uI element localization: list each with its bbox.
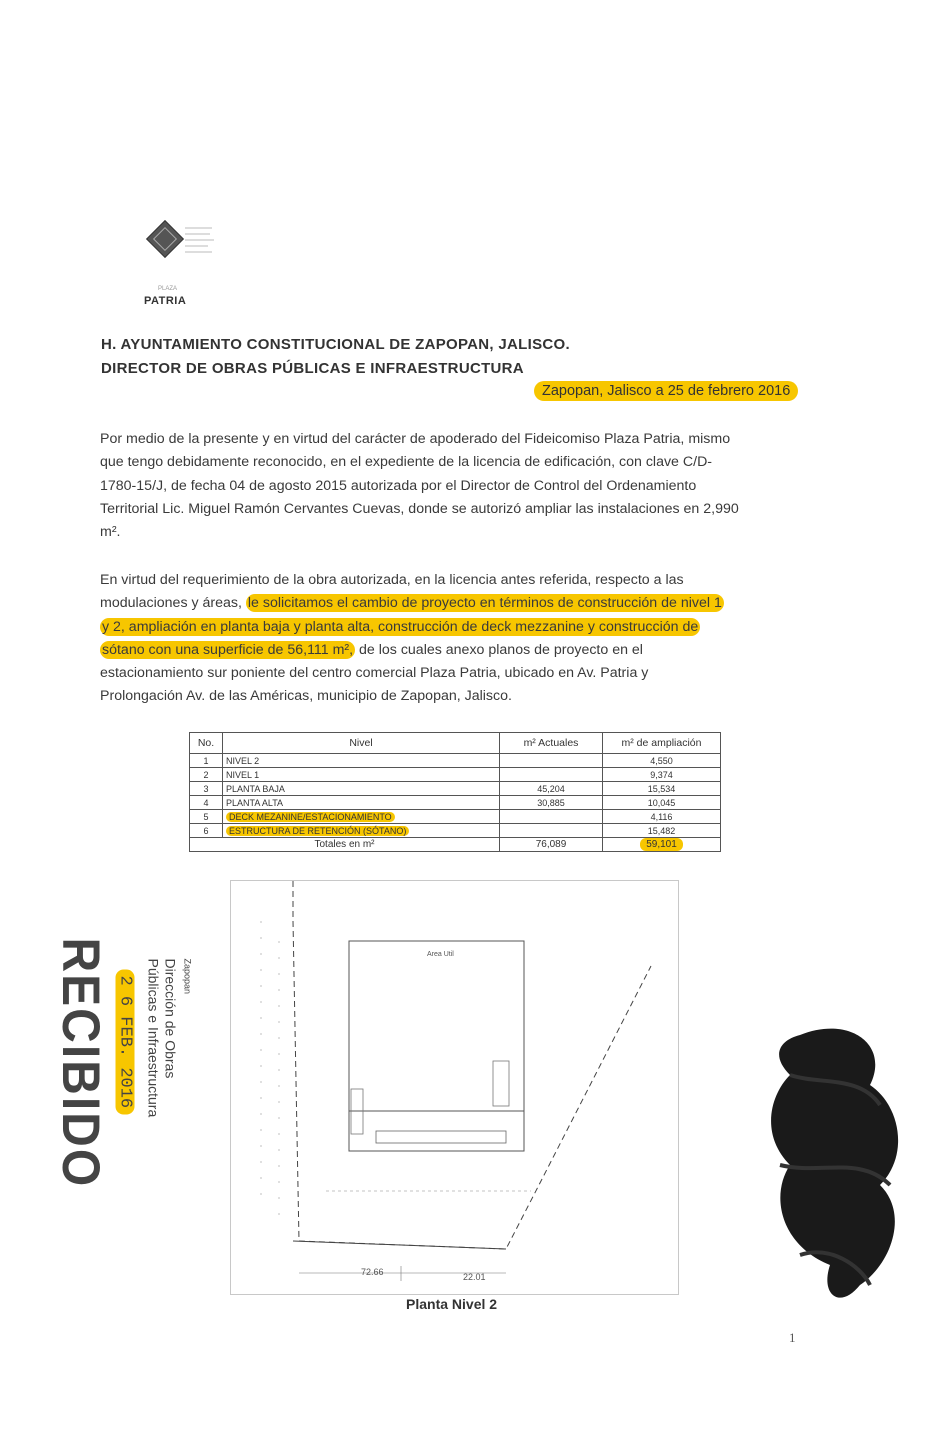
table-row: [190, 754, 721, 768]
row-nivel: NIVEL 2: [223, 754, 500, 768]
totals-row: [190, 838, 721, 852]
table-row: [190, 768, 721, 782]
row-actuales: [500, 768, 603, 782]
p2-line: [100, 616, 806, 639]
paragraph-1: [100, 428, 806, 544]
letter-date: Zapopan, Jalisco a 25 de febrero 2016: [534, 381, 798, 401]
p2-line: En virtud del requerimiento de la obra autorizada, en la licencia antes referida, respecto a las: [100, 572, 684, 588]
table-row: [190, 796, 721, 810]
highlighted-text: 59,101: [640, 838, 683, 851]
levels-table: [189, 732, 721, 852]
p2-text: de los cuales anexo planos de proyecto en el: [355, 641, 643, 658]
stamp-date: 2 6 FEB. 2016: [116, 970, 135, 1115]
row-actuales: 45,204: [500, 782, 603, 796]
row-ampliacion: 15,534: [603, 782, 721, 796]
plan-dimension-right: 22.01: [463, 1272, 486, 1282]
p2-text: modulaciones y áreas,: [100, 595, 246, 612]
table-row: [190, 782, 721, 796]
p2-line: [100, 639, 806, 662]
p1-line: 1780-15/J, de fecha 04 de agosto 2015 autorizada por el Director de Control del Ordenamiento: [100, 477, 697, 494]
col-actuales: m² Actuales: [500, 733, 603, 754]
totals-actuales: 76,089: [500, 838, 603, 852]
highlighted-text: DECK MEZANINE/ESTACIONAMIENTO: [226, 812, 395, 822]
received-stamp: [40, 935, 220, 1205]
stamp-dept-line1: Dirección de Obras: [162, 958, 179, 1079]
row-ampliacion: 4,550: [603, 754, 721, 768]
stamp-rotated-group: [50, 937, 110, 1198]
row-nivel: PLANTA BAJA: [223, 782, 500, 796]
floor-plan-drawing: [230, 880, 679, 1295]
stamp-word: RECIBIDO: [50, 937, 110, 1189]
row-actuales: 30,885: [500, 796, 603, 810]
totals-ampliacion: [603, 838, 721, 852]
addressee-line-2: DIRECTOR DE OBRAS PÚBLICAS E INFRAESTRUCTURA: [101, 360, 524, 377]
highlighted-text: y 2, ampliación en planta baja y planta alta, construcción de deck mezzanine y construcción de: [102, 618, 699, 635]
row-no: 5: [190, 810, 223, 824]
col-no: No.: [190, 733, 223, 754]
plan-caption: Planta Nivel 2: [406, 1296, 498, 1312]
stamp-city: Zapopan: [182, 958, 193, 995]
p2-line: [100, 592, 806, 615]
stamp-date-group: [116, 970, 135, 1170]
row-no: 3: [190, 782, 223, 796]
p1-line: Por medio de la presente y en virtud del carácter de apoderado del Fideicomiso Plaza Patria, mismo: [100, 431, 731, 447]
page-number: 1: [789, 1330, 796, 1345]
plan-dimension-left: 72.66: [361, 1267, 384, 1277]
stamp-dept-group: [145, 959, 196, 1199]
row-nivel: [223, 824, 500, 838]
col-ampliacion: m² de ampliación: [603, 733, 721, 754]
table-row: [190, 824, 721, 838]
plaza-patria-logo: [140, 212, 225, 292]
highlighted-text: sótano con una superficie de 56,111 m²,: [102, 641, 354, 658]
row-actuales: [500, 810, 603, 824]
row-no: 1: [190, 754, 223, 768]
floor-plan-svg: [231, 881, 678, 1294]
row-actuales: [500, 824, 603, 838]
logo-small-text: PLAZA: [158, 286, 178, 292]
addressee-line-1: H. AYUNTAMIENTO CONSTITUCIONAL DE ZAPOPAN, JALISCO.: [101, 336, 570, 353]
col-nivel: Nivel: [223, 733, 500, 754]
p1-line: Territorial Lic. Miguel Ramón Cervantes Cuevas, donde se autorizó ampliar las instalaciones en 2,990: [100, 500, 739, 517]
stamp-dept-line2: Públicas e Infraestructura: [145, 958, 162, 1118]
highlighted-text: ESTRUCTURA DE RETENCIÓN (SÓTANO): [226, 826, 409, 836]
table-row: [190, 810, 721, 824]
row-no: 2: [190, 768, 223, 782]
p1-line: que tengo debidamente reconocido, en el expediente de la licencia de edificación, con clave C/D-: [100, 454, 713, 471]
row-no: 6: [190, 824, 223, 838]
row-nivel: [223, 810, 500, 824]
p2-line: Prolongación Av. de las Américas, municipio de Zapopan, Jalisco.: [100, 688, 512, 705]
row-nivel: NIVEL 1: [223, 768, 500, 782]
row-nivel: PLANTA ALTA: [223, 796, 500, 810]
row-ampliacion: 10,045: [603, 796, 721, 810]
p1-line: m².: [100, 524, 121, 541]
row-ampliacion: 15,482: [603, 824, 721, 838]
row-ampliacion: 4,116: [603, 810, 721, 824]
totals-label: Totales en m²: [190, 838, 500, 852]
paragraph-2: [100, 569, 806, 709]
plan-area-label: Area Util: [427, 951, 454, 958]
row-no: 4: [190, 796, 223, 810]
row-ampliacion: 9,374: [603, 768, 721, 782]
logo-brand: PATRIA: [144, 295, 187, 307]
p2-line: estacionamiento sur poniente del centro comercial Plaza Patria, ubicado en Av. Patria y: [100, 665, 649, 682]
redaction-scribble: [760, 1015, 910, 1310]
row-actuales: [500, 754, 603, 768]
highlighted-text: le solicitamos el cambio de proyecto en términos de construcción de nivel 1: [247, 595, 722, 612]
table-header-row: [190, 733, 721, 754]
